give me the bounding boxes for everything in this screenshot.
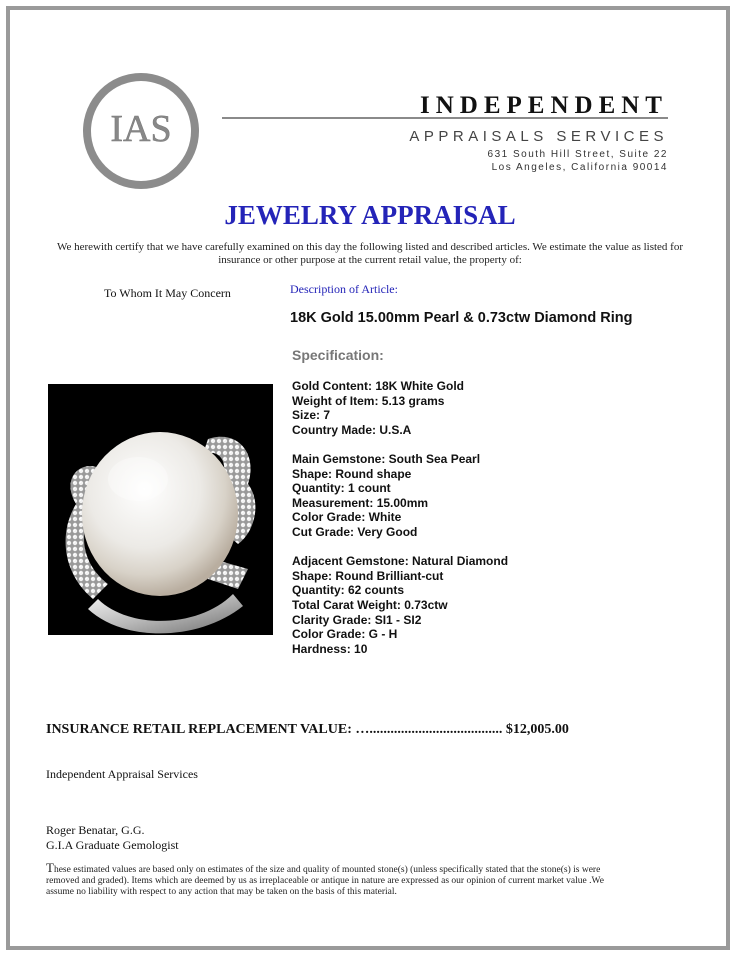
spec-line: Color Grade: White — [292, 510, 402, 525]
spec-line: Color Grade: G - H — [292, 627, 398, 642]
logo-monogram: IAS — [110, 108, 172, 150]
certification-text: We herewith certify that we have carefully examined on this day the following listed and described articles. We estimate the value as listed for insurance or other purpose at the current retail value, the property of: — [56, 241, 684, 266]
spec-line: Main Gemstone: South Sea Pearl — [292, 451, 481, 466]
valuation-label: INSURANCE RETAIL REPLACEMENT VALUE: …...................................... — [46, 722, 503, 737]
spec-line: Total Carat Weight: 0.73ctw — [292, 597, 448, 612]
spec-line: Adjacent Gemstone: Natural Diamond — [292, 554, 509, 569]
spec-line: Hardness: 10 — [292, 641, 368, 656]
company-name: INDEPENDENT — [420, 92, 668, 119]
signer-name: Roger Benatar, G.G. — [46, 823, 145, 837]
disclaimer-body: hese estimated values are based only on estimates of the size and quality of mounted stone(s) (unless specifically stated that the stone(s) is were removed and graded). Items which are deemed by us as irreplaceable or antique in nature are expressed as our opinion of current market value .We assume no liability with respect to any action that may be taken on the basis of this material. — [46, 865, 604, 897]
ring-photo — [48, 384, 273, 635]
valuation-line — [46, 722, 569, 738]
item-title: 18K Gold 15.00mm Pearl & 0.73ctw Diamond Ring — [290, 310, 633, 326]
spec-line: Shape: Round Brilliant-cut — [292, 568, 444, 583]
owner-name: To Whom It May Concern — [104, 286, 231, 300]
valuation-amount: $12,005.00 — [505, 722, 569, 737]
company-subtitle: APPRAISALS SERVICES — [409, 128, 668, 145]
spec-line: Quantity: 62 counts — [292, 583, 405, 598]
disclaimer-dropcap: T — [46, 860, 54, 875]
ias-logo — [80, 70, 202, 192]
footer-company: Independent Appraisal Services — [46, 767, 198, 781]
signature-block — [46, 823, 179, 853]
signer-title: G.I.A Graduate Gemologist — [46, 838, 179, 852]
address-line-1: 631 South Hill Street, Suite 22 — [487, 149, 668, 160]
logo-ring-text: Appraisal — [111, 157, 171, 178]
spec-line: Measurement: 15.00mm — [292, 495, 429, 510]
disclaimer-text — [46, 862, 606, 898]
spec-line: Quantity: 1 count — [292, 481, 391, 496]
spec-line: Clarity Grade: SI1 - SI2 — [292, 612, 422, 627]
spec-line: Gold Content: 18K White Gold — [292, 379, 464, 393]
company-header — [409, 92, 668, 174]
pearl-ring-image — [48, 384, 273, 635]
company-address — [409, 148, 668, 174]
specification-list — [292, 379, 508, 656]
address-line-2: Los Angeles, California 90014 — [491, 162, 668, 173]
description-label: Description of Article: — [290, 282, 398, 296]
spec-line: Shape: Round shape — [292, 466, 412, 481]
spec-line: Weight of Item: 5.13 grams — [292, 393, 445, 408]
spec-line: Size: 7 — [292, 408, 331, 423]
spec-line: Cut Grade: Very Good — [292, 524, 418, 539]
spec-line: Country Made: U.S.A — [292, 422, 412, 437]
specification-heading: Specification: — [292, 347, 384, 363]
document-title: JEWELRY APPRAISAL — [224, 200, 516, 230]
